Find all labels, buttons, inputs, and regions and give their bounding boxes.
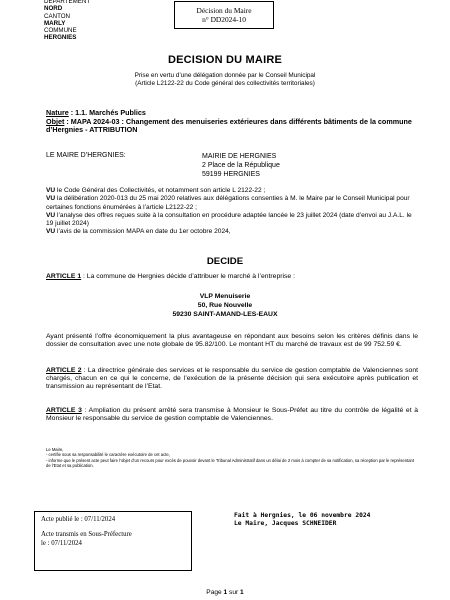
department-block	[44, 0, 90, 42]
canton-label: CANTON	[44, 12, 71, 20]
decide-heading: DECIDE	[206, 256, 244, 267]
commune-name: HERGNIES	[44, 34, 77, 42]
total-pages: 1	[240, 589, 244, 596]
article-2-text: : La directrice générale des services et le responsable du service de gestion comptable de Valenciennes sont chargés, chacun en ce qui le concerne, de l’exécution de la présente décision qui sera exécutoire après publication et transmission au représentant de l’Etat.	[46, 367, 418, 391]
current-page: 1	[223, 589, 228, 596]
award-justification: Ayant présenté l’offre économiquement la plus avantageuse en répondant aux besoins selon les critères définis dans le dossier de consultation avec une note globale de 95.82/100. Le montant HT du marché de travaux est de 99 752.59 €.	[46, 333, 418, 349]
article-3-label: ARTICLE 3	[46, 407, 82, 414]
signature-block	[234, 512, 370, 529]
article-2	[46, 367, 418, 392]
transmitted-date: le : 07/11/2024	[41, 539, 82, 547]
objet-text: : MAPA 2024-03 : Changement des menuiseries extérieures dans différents bâtiments de la commune d’Hergnies - ATTRIBUTION	[46, 117, 412, 135]
transmitted-label: Acte transmis en Sous-Préfecture	[41, 531, 132, 539]
nature-label: Nature	[46, 108, 69, 117]
winning-company	[0, 293, 450, 319]
article-1-text: : La commune de Hergnies décide d’attribuer le marché à l’entreprise :	[81, 273, 295, 280]
dept-label: DEPARTEMENT	[44, 0, 91, 5]
signature-place-date: Fait à Hergnies, le 06 novembre 2024	[234, 512, 371, 519]
address-line-3: 59199 HERGNIES	[202, 171, 260, 179]
decision-reference-box	[174, 1, 274, 29]
mairie-address	[202, 152, 280, 180]
maire-heading: LE MAIRE D’HERGNIES:	[46, 152, 126, 159]
notice-line-1: Le Maire,	[46, 447, 64, 452]
reference-line-1: Décision du Maire	[196, 6, 252, 15]
vu-list	[46, 187, 418, 237]
article-2-label: ARTICLE 2	[46, 367, 82, 374]
company-street: 50, Rue Nouvelle	[197, 301, 253, 309]
reference-line-2: n° DD2024-10	[202, 15, 246, 24]
article-1-label: ARTICLE 1	[46, 273, 82, 280]
legal-notice	[46, 447, 418, 469]
vu-label: VU	[46, 211, 56, 219]
article-1	[46, 273, 295, 280]
page-number: Page 1 sur 1	[206, 589, 244, 596]
nature-line	[46, 108, 146, 117]
address-line-2: 2 Place de la République	[202, 162, 280, 170]
subtitle-line-1: Prise en vertu d’une délégation donnée par le Conseil Municipal	[134, 72, 316, 79]
company-name: VLP Menuiserie	[199, 293, 251, 300]
vu-label: VU	[46, 187, 56, 194]
notice-line-2: - certifie sous sa responsabilité le caractère exécutoire de cet acte,	[46, 452, 170, 458]
commune-label: COMMUNE	[44, 27, 77, 35]
dept-name: NORD	[44, 5, 63, 13]
vu-item: VU l’avis de la commission MAPA en date du 1er octobre 2024,	[46, 228, 231, 236]
company-city: 59230 SAINT-AMAND-LES-EAUX	[172, 310, 278, 318]
address-line-1: MAIRIE DE HERGNIES	[202, 153, 277, 160]
page-subtitle	[0, 72, 450, 88]
article-3	[46, 407, 418, 423]
vu-item: VU la délibération 2020-013 du 25 mai 2020 relatives aux délégations consenties à M. le Maire par le Conseil Municipal pour certaines fonctions énumérées à l’article L2122-22 ;	[46, 195, 410, 211]
vu-label: VU	[46, 195, 56, 203]
article-3-text: : Ampliation du présent arrêté sera transmise à Monsieur le Sous-Préfet au titre du contrôle de légalité et à Monsieur le responsable du service de gestion comptable de Valenciennes.	[46, 407, 418, 423]
published-date: Acte publié le : 07/11/2024	[41, 516, 116, 523]
canton-name: MARLY	[44, 19, 66, 27]
subtitle-line-2: (Article L2122-22 du Code général des collectivités territoriales)	[135, 79, 315, 87]
publication-box	[34, 511, 192, 571]
vu-label: VU	[46, 228, 56, 236]
objet-label: Objet	[46, 117, 65, 126]
notice-line-3: - informe que le présent acte peut faire l’objet d’un recours pour excès de pouvoir devant le Tribunal Administratif dans un délai de 2 mois à compter de sa notification, sa réception par le représentant de l’Etat et sa publication.	[46, 457, 415, 469]
vu-item: VU l’analyse des offres reçues suite à la consultation en procédure adaptée lancée le 23 juillet 2024 (date d’envoi au J.A.L. le 19 juillet 2024)	[46, 211, 412, 228]
vu-item: VU le Code Général des Collectivités, et notamment son article L 2122-22 ;	[46, 187, 266, 194]
nature-text: : 1.1. Marchés Publics	[68, 108, 146, 117]
page-title: DECISION DU MAIRE	[167, 54, 283, 66]
objet-line	[46, 118, 416, 135]
signature-name: Le Maire, Jacques SCHNEIDER	[234, 520, 337, 528]
